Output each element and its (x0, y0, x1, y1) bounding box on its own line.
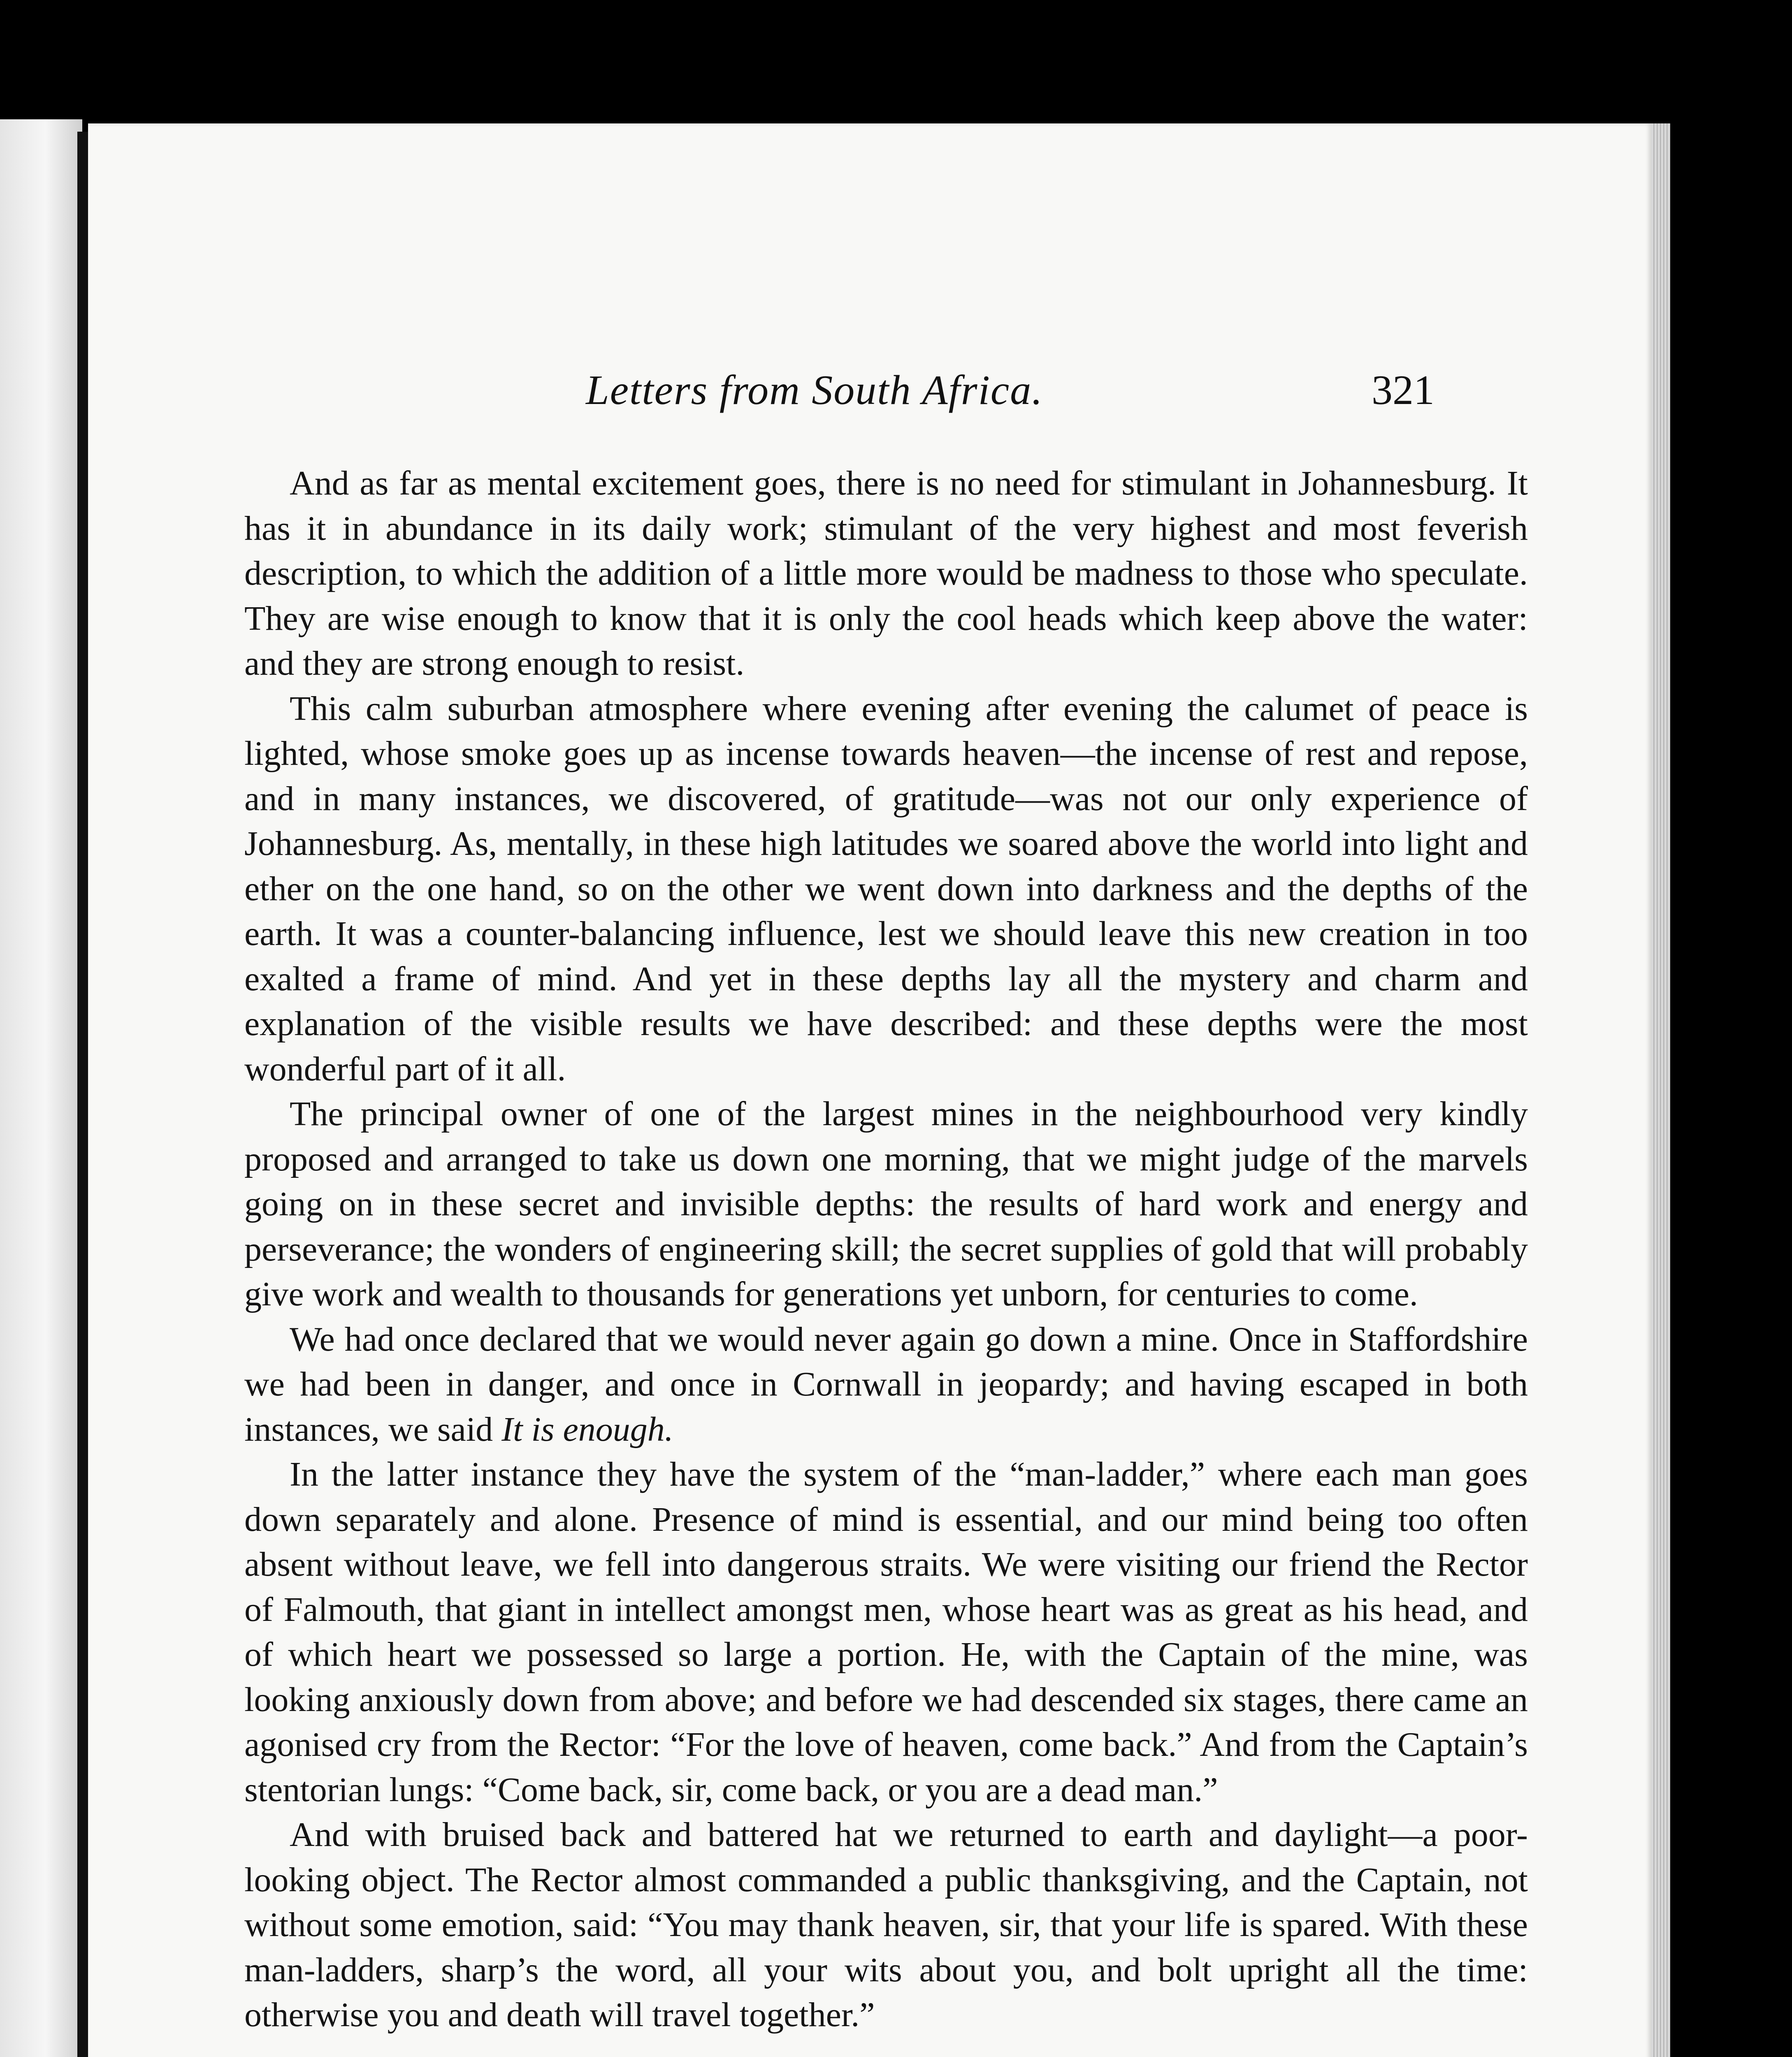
paragraph-3: The principal owner of one of the largest mines in the neighbourhood very kindly proposed and arranged to take us down one morning, that we might judge of the marvels going on in these secret and invisible depths: the results of hard work and energy and perseverance; the wonders of engineering skill; the secret supplies of gold that will probably give work and wealth to thousands for generations yet unborn, for centuries to come. (244, 1095, 1528, 1313)
running-title: Letters from South Africa. (586, 367, 1043, 413)
book-gutter (77, 132, 88, 2057)
paragraph-4 (244, 1317, 1528, 1452)
paragraph-6: And with bruised back and battered hat we returned to earth and daylight—a poor-looking object. The Rector almost commanded a public thanksgiving, and the Captain, not without some emotion, said: “You may thank heaven, sir, that your life is spared. With these man-ladders, sharp’s the word, all your wits about you, and bolt upright all the time: otherwise you and death will travel together.” (244, 1816, 1528, 2034)
paragraph-2: This calm suburban atmosphere where evening after evening the calumet of peace is lighted, whose smoke goes up as incense towards heaven—the incense of rest and repose, and in many instances, we discovered, of gratitude—was not our only experience of Johannesburg. As, mentally, in these high latitudes we soared above the world into light and ether on the one hand, so on the other we went down into darkness and the depths of the earth. It was a counter-balancing influence, lest we should leave this new creation in too exalted a frame of mind. And yet in these depths lay all the mystery and charm and explanation of the visible results we have described: and these depths were the most wonderful part of it all. (244, 689, 1528, 1088)
facing-page-edge (0, 119, 82, 2057)
paragraph-4-italic: It is enough. (501, 1410, 673, 1449)
paragraph-5: In the latter instance they have the system of the “man-ladder,” where each man goes down separately and alone. Presence of mind is essential, and our mind being too often absent without leave, we fell into dangerous straits. We were visiting our friend the Rector of Falmouth, that giant in intellect amongst men, whose heart was as great as his head, and of which heart we possessed so large a portion. He, with the Captain of the mine, was looking anxiously down from above; and before we had descended six stages, there came an agonised cry from the Rector: “For the love of heaven, come back.” And from the Captain’s stentorian lungs: “Come back, sir, come back, or you are a dead man.” (244, 1455, 1528, 1809)
paragraph-1: And as far as mental excitement goes, there is no need for stimulant in Johannesburg. It has it in abundance in its daily work; stimulant of the very highest and most feverish description, to which the addition of a little more would be madness to those who speculate. They are wise enough to know that it is only the cool heads which keep above the water: and they are strong enough to resist. (244, 464, 1528, 683)
book-page (88, 123, 1651, 2057)
running-head (88, 366, 1651, 420)
page-number: 321 (1372, 367, 1435, 413)
page-stack-edge (1651, 123, 1670, 2057)
body-text (244, 461, 1528, 2038)
paragraph-4-text: We had once declared that we would never again go down a mine. Once in Staffordshire we had been in danger, and once in Cornwall in jeopardy; and having escaped in both instances, we said (244, 1320, 1528, 1449)
